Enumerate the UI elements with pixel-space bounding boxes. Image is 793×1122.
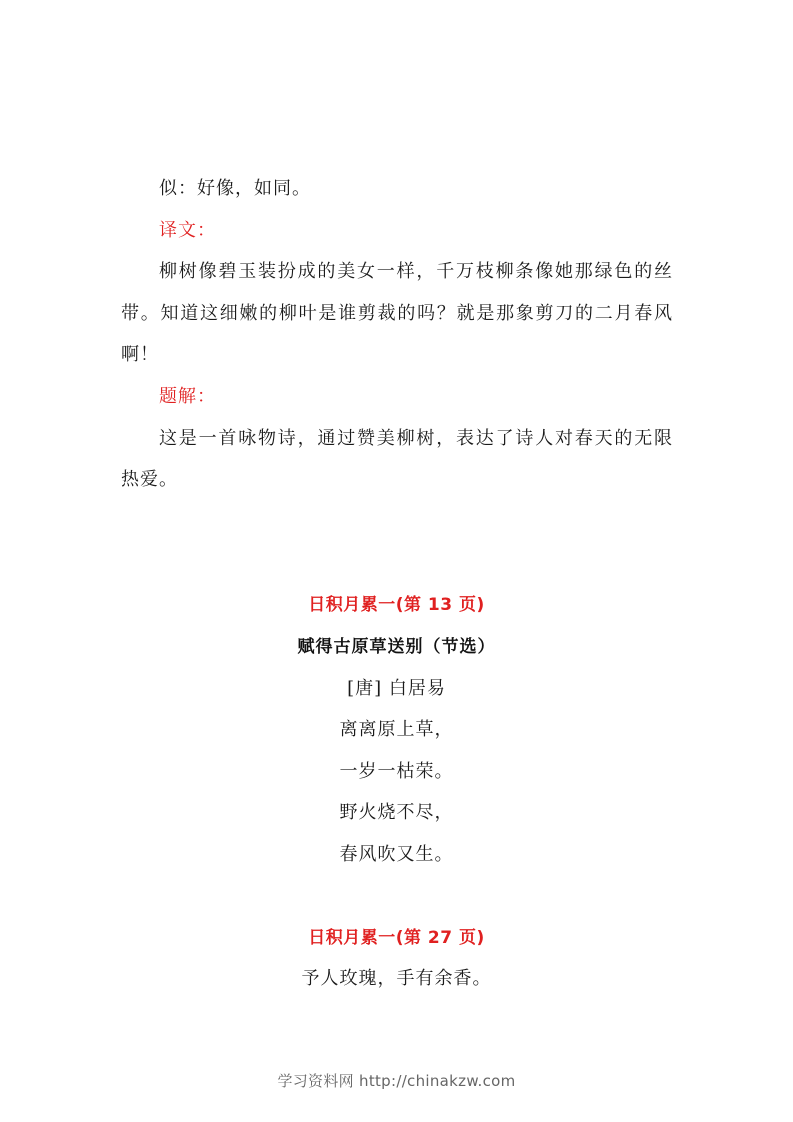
proverb-line: 予人玫瑰，手有余香。 [301, 968, 492, 989]
annotation-note: 似：好像，如同。 [159, 178, 311, 199]
translation-line-1: 柳树像碧玉装扮成的美女一样，千万枝柳条像她那绿色的丝 [159, 261, 672, 282]
poem-verse: 离离原上草， [339, 719, 454, 740]
section-13-heading: 日积月累一(第 13 页) [308, 595, 485, 615]
poem-verse: 一岁一枯荣。 [339, 761, 454, 782]
poem-verse: 春风吹又生。 [339, 844, 454, 865]
poem-verse: 野火烧不尽， [339, 802, 454, 823]
explanation-line-1: 这是一首咏物诗，通过赞美柳树，表达了诗人对春天的无限 [159, 428, 672, 449]
explanation-line-2: 热爱。 [121, 469, 178, 490]
translation-line-2: 带。知道这细嫩的柳叶是谁剪裁的吗？就是那象剪刀的二月春风 [121, 303, 672, 324]
explanation-heading: 题解： [159, 386, 216, 407]
translation-line-3: 啊！ [121, 344, 159, 365]
translation-heading: 译文： [159, 220, 216, 241]
poem-author: [唐] 白居易 [347, 678, 446, 699]
poem-title: 赋得古原草送别（节选） [297, 637, 496, 657]
section-27-heading: 日积月累一(第 27 页) [308, 928, 485, 948]
footer-watermark: 学习资料网 http://chinakzw.com [277, 1072, 516, 1090]
